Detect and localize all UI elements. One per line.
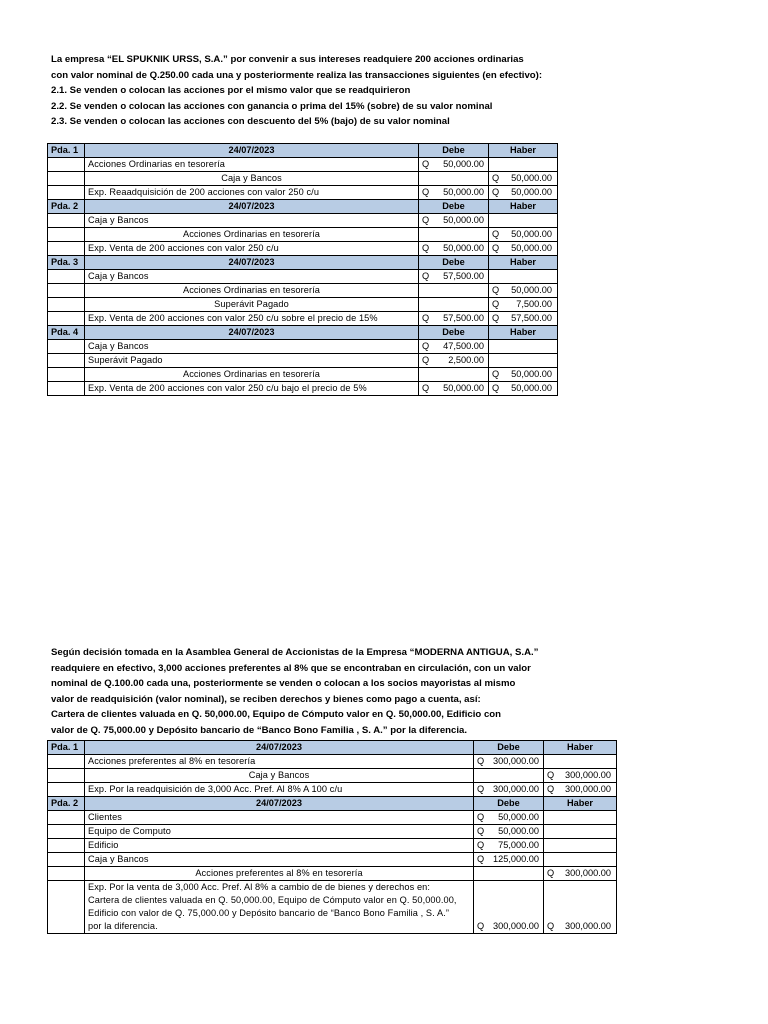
total-debit: 300,000.00 xyxy=(493,921,539,931)
explanation-row: Exp. Venta de 200 acciones con valor 250 c/u bajo el precio de 5% Q 50,000.00 Q 50,000.00 xyxy=(48,382,558,396)
total-credit: 50,000.00 xyxy=(511,243,552,253)
currency-symbol: Q xyxy=(477,840,485,850)
total-credit: 300,000.00 xyxy=(565,921,611,931)
account-name: Clientes xyxy=(85,811,474,825)
table-row xyxy=(48,755,617,769)
table-row xyxy=(48,825,617,839)
account-name: Acciones preferentes al 8% en tesorería xyxy=(85,755,474,769)
currency-symbol: Q xyxy=(477,826,485,836)
table-row xyxy=(48,214,558,228)
account-name: Caja y Bancos xyxy=(85,769,474,783)
table-row xyxy=(48,867,617,881)
debe-header: Debe xyxy=(419,200,489,214)
entry-number: Pda. 2 xyxy=(48,797,85,811)
total-credit: 50,000.00 xyxy=(511,383,552,393)
explanation-text xyxy=(85,881,474,934)
intro-line: readquiere en efectivo, 3,000 acciones preferentes al 8% que se encontraban en circulación, con un valor xyxy=(51,662,531,674)
account-name: Acciones Ordinarias en tesorería xyxy=(85,228,419,242)
explanation-text: Exp. Por la readquisición de 3,000 Acc. Pref. Al 8% A 100 c/u xyxy=(85,783,474,797)
explanation-row: Exp. Por la venta de 3,000 Acc. Pref. Al 8% a cambio de de bienes y derechos en: Cartera de clientes valuada en Q. 50,000.00, Equipo de Cómputo valor en Q. 50,000.00, Edificio con valor de Q. 75,000.00 y Depósito bancario de “Banco Bono Familia , S. A.” por la diferencia. Q 300,000.00 Q 300,000.00 xyxy=(48,881,617,934)
table-row xyxy=(48,158,558,172)
total-debit: 50,000.00 xyxy=(443,187,484,197)
currency-symbol: Q xyxy=(492,285,500,295)
explanation-text: Exp. Venta de 200 acciones con valor 250 c/u bajo el precio de 5% xyxy=(85,382,419,396)
entry-number: Pda. 2 xyxy=(48,200,85,214)
account-name: Caja y Bancos xyxy=(85,270,419,284)
entry-date: 24/07/2023 xyxy=(85,326,419,340)
haber-header: Haber xyxy=(489,200,558,214)
intro-line: Cartera de clientes valuada en Q. 50,000.00, Equipo de Cómputo valor en Q. 50,000.00, Edificio con xyxy=(51,709,501,721)
debit-amount: 50,000.00 xyxy=(443,215,484,225)
entry-date: 24/07/2023 xyxy=(85,741,474,755)
credit-amount: 50,000.00 xyxy=(511,285,552,295)
entry-header xyxy=(48,200,558,214)
entry-number: Pda. 3 xyxy=(48,256,85,270)
debe-header: Debe xyxy=(419,144,489,158)
account-name: Acciones Ordinarias en tesorería xyxy=(85,368,419,382)
account-name: Edificio xyxy=(85,839,474,853)
explanation-row: Exp. Venta de 200 acciones con valor 250 c/u Q 50,000.00 Q 50,000.00 xyxy=(48,242,558,256)
explanation-text: Exp. Venta de 200 acciones con valor 250 c/u sobre el precio de 15% xyxy=(85,312,419,326)
account-name: Caja y Bancos xyxy=(85,214,419,228)
haber-header: Haber xyxy=(489,256,558,270)
intro-line: valor de readquisición (valor nominal), se reciben derechos y bienes como pago a cuenta, así: xyxy=(51,693,481,705)
debe-header: Debe xyxy=(474,797,544,811)
explanation-line: Cartera de clientes valuada en Q. 50,000.00, Equipo de Cómputo valor en Q. 50,000.00, xyxy=(88,895,457,905)
debit-amount: 75,000.00 xyxy=(498,840,539,850)
currency-symbol: Q xyxy=(422,215,430,225)
explanation-line: Exp. Por la venta de 3,000 Acc. Pref. Al 8% a cambio de de bienes y derechos en: xyxy=(88,882,431,892)
currency-symbol: Q xyxy=(422,341,430,351)
account-name: Acciones preferentes al 8% en tesorería xyxy=(85,867,474,881)
table-row xyxy=(48,270,558,284)
currency-symbol: Q xyxy=(477,812,485,822)
debit-amount: 125,000.00 xyxy=(493,854,539,864)
total-credit: 50,000.00 xyxy=(511,187,552,197)
entry-date: 24/07/2023 xyxy=(85,144,419,158)
currency-symbol: Q xyxy=(547,770,555,780)
total-debit: 50,000.00 xyxy=(443,243,484,253)
entry-header xyxy=(48,144,558,158)
table-row xyxy=(48,172,558,186)
explanation-row: Exp. Por la readquisición de 3,000 Acc. Pref. Al 8% A 100 c/u Q 300,000.00 Q 300,000.00 xyxy=(48,783,617,797)
account-name: Caja y Bancos xyxy=(85,172,419,186)
intro-line: 2.3. Se venden o colocan las acciones con descuento del 5% (bajo) de su valor nominal xyxy=(51,116,450,128)
credit-amount: 50,000.00 xyxy=(511,229,552,239)
table-row xyxy=(48,228,558,242)
credit-amount: 300,000.00 xyxy=(565,868,611,878)
explanation-text: Exp. Reaadquisición de 200 acciones con valor 250 c/u xyxy=(85,186,419,200)
currency-symbol: Q xyxy=(492,369,500,379)
intro-line: con valor nominal de Q.250.00 cada una y posteriormente realiza las transacciones siguientes (en efectivo): xyxy=(51,69,543,81)
debit-amount: 50,000.00 xyxy=(498,812,539,822)
table-row xyxy=(48,298,558,312)
account-name: Acciones Ordinarias en tesorería xyxy=(85,158,419,172)
account-name: Equipo de Computo xyxy=(85,825,474,839)
entry-date: 24/07/2023 xyxy=(85,256,419,270)
debit-amount: 47,500.00 xyxy=(443,341,484,351)
account-name: Caja y Bancos xyxy=(85,853,474,867)
explanation-line: por la diferencia. xyxy=(88,921,158,931)
credit-amount: 50,000.00 xyxy=(511,173,552,183)
currency-symbol: Q xyxy=(492,229,500,239)
account-name: Superávit Pagado xyxy=(85,354,419,368)
account-name: Caja y Bancos xyxy=(85,340,419,354)
currency-symbol: Q xyxy=(422,355,430,365)
table-row xyxy=(48,853,617,867)
currency-symbol: Q xyxy=(477,854,485,864)
intro-paragraph-2 xyxy=(51,645,538,739)
entry-number: Pda. 1 xyxy=(48,144,85,158)
debit-amount: 300,000.00 xyxy=(493,756,539,766)
explanation-text: Exp. Venta de 200 acciones con valor 250 c/u xyxy=(85,242,419,256)
entry-date: 24/07/2023 xyxy=(85,797,474,811)
entry-date: 24/07/2023 xyxy=(85,200,419,214)
table-row xyxy=(48,284,558,298)
haber-header: Haber xyxy=(544,741,617,755)
currency-symbol: Q xyxy=(477,756,485,766)
haber-header: Haber xyxy=(489,326,558,340)
intro-line: 2.1. Se venden o colocan las acciones por el mismo valor que se readquirieron xyxy=(51,85,411,97)
entry-number: Pda. 1 xyxy=(48,741,85,755)
explanation-row: Exp. Reaadquisición de 200 acciones con valor 250 c/u Q 50,000.00 Q 50,000.00 xyxy=(48,186,558,200)
journal-table-2 xyxy=(47,740,617,934)
intro-line: 2.2. Se venden o colocan las acciones con ganancia o prima del 15% (sobre) de su valor nominal xyxy=(51,100,493,112)
currency-symbol: Q xyxy=(422,271,430,281)
entry-header xyxy=(48,797,617,811)
haber-header: Haber xyxy=(489,144,558,158)
haber-header: Haber xyxy=(544,797,617,811)
debit-amount: 2,500.00 xyxy=(448,355,484,365)
intro-line: nominal de Q.100.00 cada una, posteriormente se venden o colocan a los socios mayoristas al mismo xyxy=(51,678,516,690)
account-name: Superávit Pagado xyxy=(85,298,419,312)
table-row xyxy=(48,354,558,368)
currency-symbol: Q xyxy=(547,868,555,878)
total-credit: 57,500.00 xyxy=(511,313,552,323)
debit-amount: 50,000.00 xyxy=(498,826,539,836)
explanation-line: Edificio con valor de Q. 75,000.00 y Depósito bancario de “Banco Bono Familia , S. A.” xyxy=(88,908,449,918)
account-name: Acciones Ordinarias en tesorería xyxy=(85,284,419,298)
credit-amount: 300,000.00 xyxy=(565,770,611,780)
debe-header: Debe xyxy=(474,741,544,755)
table-row xyxy=(48,839,617,853)
total-debit: 300,000.00 xyxy=(493,784,539,794)
table-row xyxy=(48,811,617,825)
total-debit: 57,500.00 xyxy=(443,313,484,323)
credit-amount: 50,000.00 xyxy=(511,369,552,379)
currency-symbol: Q xyxy=(422,159,430,169)
intro-paragraph-1 xyxy=(51,52,542,130)
intro-line: Según decisión tomada en la Asamblea General de Accionistas de la Empresa “MODERNA ANTIGUA, S.A.” xyxy=(51,647,539,658)
table-row xyxy=(48,769,617,783)
debit-amount: 50,000.00 xyxy=(443,159,484,169)
intro-line: valor de Q. 75,000.00 y Depósito bancario de “Banco Bono Familia , S. A.” por la diferencia. xyxy=(51,724,468,736)
explanation-row: Exp. Venta de 200 acciones con valor 250 c/u sobre el precio de 15% Q 57,500.00 Q 57,500.00 xyxy=(48,312,558,326)
intro-line: La empresa “EL SPUKNIK URSS, S.A.” por convenir a sus intereses readquiere 200 acciones ordinarias xyxy=(51,54,524,65)
debe-header: Debe xyxy=(419,256,489,270)
journal-table-1 xyxy=(47,143,558,396)
entry-header xyxy=(48,326,558,340)
debit-amount: 57,500.00 xyxy=(443,271,484,281)
currency-symbol: Q xyxy=(492,173,500,183)
table-row xyxy=(48,340,558,354)
debe-header: Debe xyxy=(419,326,489,340)
entry-number: Pda. 4 xyxy=(48,326,85,340)
credit-amount: 7,500.00 xyxy=(516,299,552,309)
total-credit: 300,000.00 xyxy=(565,784,611,794)
total-debit: 50,000.00 xyxy=(443,383,484,393)
entry-header xyxy=(48,741,617,755)
currency-symbol: Q xyxy=(492,299,500,309)
table-row xyxy=(48,368,558,382)
entry-header xyxy=(48,256,558,270)
